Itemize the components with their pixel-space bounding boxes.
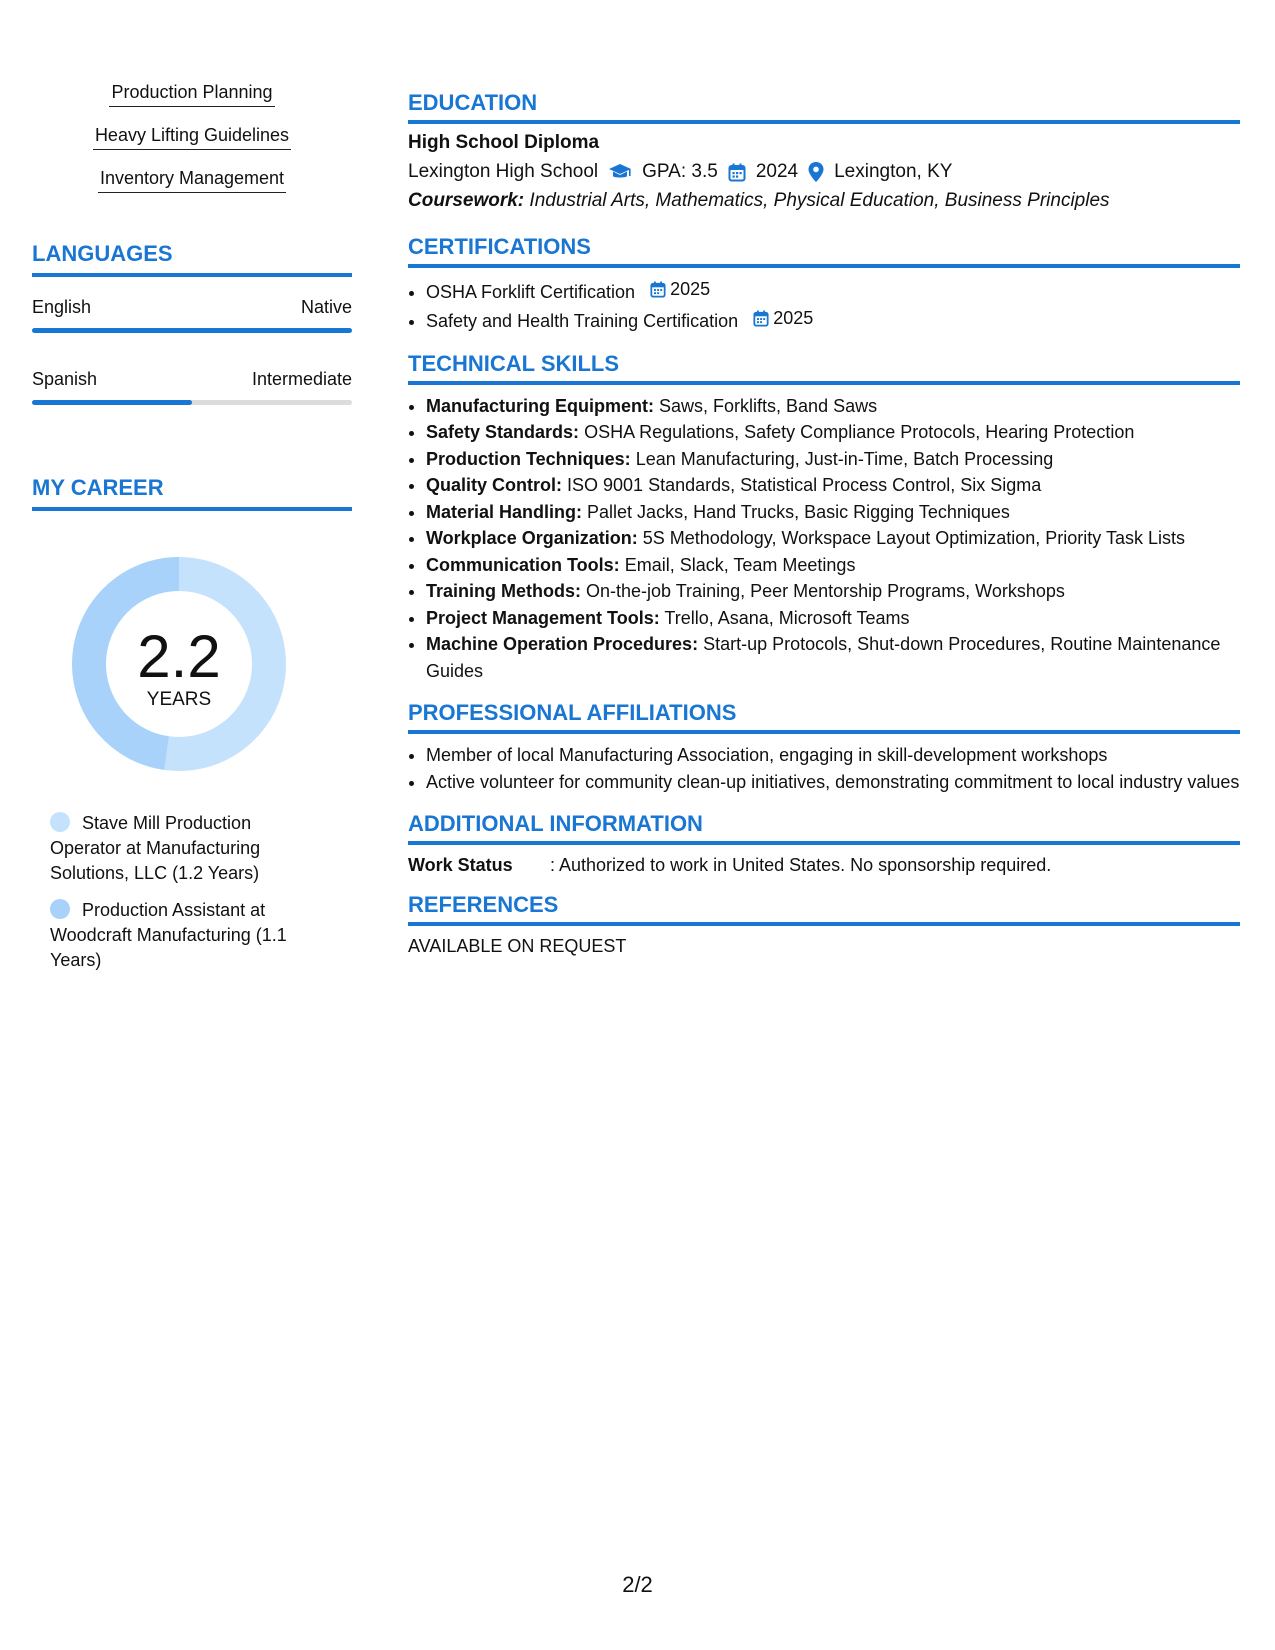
certifications-list [408, 276, 1240, 335]
certification-date [650, 276, 710, 303]
degree-title: High School Diploma [408, 132, 600, 153]
affiliation-item: • Active volunteer for community clean-up initiatives, demonstrating commitment to local industry values [426, 769, 1240, 796]
skill-tag: Production Planning [109, 80, 274, 107]
skill-values: Start-up Protocols, Shut-down Procedures, Routine Maintenance Guides [426, 634, 1221, 681]
languages-section [32, 241, 352, 405]
skill-category: Material Handling: [426, 501, 583, 522]
affiliations-section [408, 700, 1240, 795]
education-details [408, 161, 1240, 183]
additional-info-heading: ADDITIONAL INFORMATION [408, 811, 1240, 845]
language-level: Intermediate [251, 369, 352, 389]
career-section [32, 475, 352, 973]
affiliations-heading: PROFESSIONAL AFFILIATIONS [408, 700, 1240, 734]
skill-category: Training Methods: [426, 581, 581, 601]
technical-skills-list [408, 393, 1240, 685]
skill-item [426, 578, 1240, 605]
career-legend [32, 811, 352, 973]
certifications-heading: CERTIFICATIONS [408, 234, 1240, 268]
certification-item [426, 276, 1240, 305]
skill-item [426, 446, 1240, 473]
skill-category: Workplace Organization: [426, 528, 638, 548]
skill-category: Project Management Tools: [426, 607, 660, 628]
language-name: English [32, 297, 92, 317]
donut-center [66, 623, 292, 711]
career-legend-item [50, 898, 320, 973]
skill-tag: Heavy Lifting Guidelines [93, 123, 291, 150]
location-pin-icon [808, 162, 824, 182]
certification-item [426, 305, 1240, 334]
page-number: 2/2 [622, 1572, 653, 1597]
affiliations-list [408, 742, 1240, 795]
language-row [32, 369, 352, 405]
certifications-section [408, 234, 1240, 335]
skill-values: OSHA Regulations, Safety Compliance Protocols, Hearing Protection [584, 422, 1135, 442]
gpa: GPA: 3.5 [642, 161, 718, 182]
language-proficiency-fill [32, 328, 352, 333]
work-status-row [408, 855, 1240, 876]
left-column [32, 80, 352, 985]
skill-item [426, 472, 1240, 499]
calendar-icon [728, 163, 746, 182]
languages-heading: LANGUAGES [32, 241, 352, 277]
language-proficiency-bar [32, 400, 352, 405]
references-section [408, 892, 1240, 957]
language-level: Native [300, 297, 352, 317]
affiliation-item: • Member of local Manufacturing Association, engaging in skill-development workshops [426, 742, 1240, 769]
skill-item [426, 499, 1240, 526]
skill-item [426, 605, 1240, 632]
certification-name: OSHA Forklift Certification [426, 281, 636, 302]
references-heading: REFERENCES [408, 892, 1240, 926]
certification-year: 2025 [773, 308, 814, 329]
skill-values: Trello, Asana, Microsoft Teams [664, 607, 910, 628]
skill-item [426, 393, 1240, 420]
career-legend-item [50, 811, 320, 886]
skill-tags [32, 80, 352, 193]
skill-item [426, 419, 1240, 446]
skill-values: Pallet Jacks, Hand Trucks, Basic Rigging Techniques [587, 501, 1010, 522]
skill-category: Production Techniques: [426, 448, 631, 469]
skill-values: Saws, Forklifts, Band Saws [659, 395, 878, 416]
work-status-value: : Authorized to work in United States. No sponsorship required. [550, 855, 1052, 875]
coursework-list: Industrial Arts, Mathematics, Physical Education, Business Principles [529, 190, 1110, 211]
career-total-years: 2.2 [137, 623, 221, 690]
calendar-icon [753, 310, 769, 327]
skill-category: Safety Standards: [426, 422, 580, 442]
skill-values: ISO 9001 Standards, Statistical Process Control, Six Sigma [567, 475, 1042, 495]
school-location: Lexington, KY [834, 161, 953, 182]
skill-values: 5S Methodology, Workspace Layout Optimization, Priority Task Lists [642, 528, 1185, 548]
work-status-label: Work Status [408, 855, 513, 875]
certification-name: Safety and Health Training Certification [426, 311, 739, 331]
language-proficiency-fill [32, 400, 192, 405]
legend-dot [50, 899, 70, 919]
skill-category: Manufacturing Equipment: [426, 395, 654, 416]
career-donut-chart [66, 551, 292, 777]
skill-category: Machine Operation Procedures: [426, 634, 699, 654]
skill-category: Communication Tools: [426, 554, 620, 575]
legend-dot [50, 812, 70, 832]
skill-item [426, 631, 1240, 684]
school-name: Lexington High School [408, 161, 599, 182]
technical-skills-section [408, 351, 1240, 685]
skill-values: Email, Slack, Team Meetings [624, 554, 856, 575]
coursework-label: Coursework: [408, 190, 525, 211]
certification-date [753, 305, 813, 332]
certification-year: 2025 [670, 279, 711, 299]
skill-item [426, 552, 1240, 579]
education-section [408, 90, 1240, 212]
career-heading: MY CAREER [32, 475, 352, 511]
skill-values: Lean Manufacturing, Just-in-Time, Batch Processing [635, 448, 1054, 469]
language-row [32, 297, 352, 333]
career-legend-label: Stave Mill Production Operator at Manufacturing Solutions, LLC (1.2 Years) [50, 813, 261, 883]
calendar-icon [650, 281, 666, 298]
technical-skills-heading: TECHNICAL SKILLS [408, 351, 1240, 385]
skill-item [426, 525, 1240, 552]
graduation-cap-icon [608, 163, 632, 181]
career-years-label: YEARS [146, 689, 212, 710]
skill-values: On-the-job Training, Peer Mentorship Programs, Workshops [586, 581, 1065, 601]
language-name: Spanish [32, 369, 98, 389]
language-proficiency-bar [32, 328, 352, 333]
career-legend-label: Production Assistant at Woodcraft Manufacturing (1.1 Years) [50, 900, 287, 970]
graduation-year: 2024 [755, 161, 799, 182]
right-column [408, 90, 1240, 957]
coursework [408, 190, 1240, 212]
additional-info-section [408, 811, 1240, 876]
skill-tag: Inventory Management [98, 166, 286, 193]
skill-category: Quality Control: [426, 475, 562, 495]
references-text: AVAILABLE ON REQUEST [408, 936, 627, 956]
education-heading: EDUCATION [408, 90, 1240, 124]
